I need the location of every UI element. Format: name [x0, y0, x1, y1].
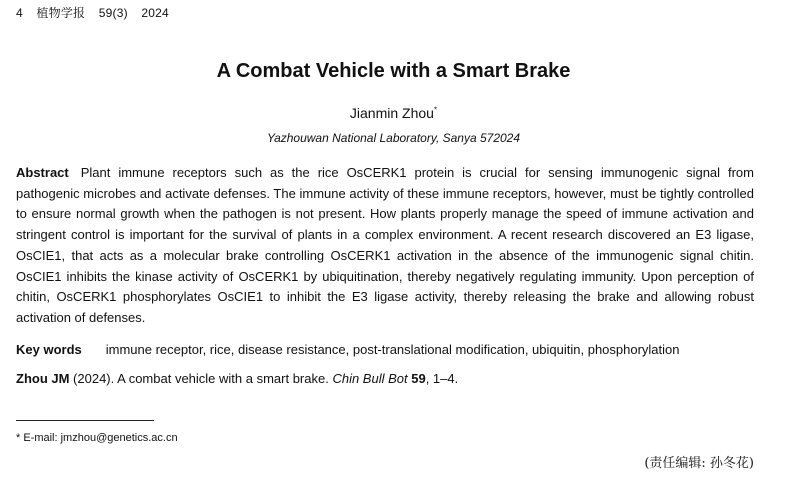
- citation-author: Zhou JM: [16, 371, 70, 386]
- abstract-text: Plant immune receptors such as the rice OsCERK1 protein is crucial for sensing immunogenic signal from pathogenic microbes and activate defenses. The immune activity of these immune receptors, however, must be tightly controlled to ensure normal growth when the pathogen is not present. How plants properly manage the speed of immune activation and stringent control is important for the survival of plants in a complex environment. A recent research discovered an E3 ligase, OsCIE1, that acts as a molecular brake controlling OsCERK1 activation in the absence of the immunogenic signal chitin. OsCIE1 inhibits the kinase activity of OsCERK1 by ubiquitination, thereby negatively regulating immunity. Upon perception of chitin, OsCERK1 phosphorylates OsCIE1 to inhibit the E3 ligase activity, thereby releasing the brake and allowing robust activation of defenses.: [16, 165, 754, 325]
- footnote-divider: [16, 420, 154, 421]
- abstract-label: Abstract: [16, 165, 69, 180]
- publication-year: 2024: [141, 6, 169, 20]
- responsible-editor: (责任编辑: 孙冬花): [644, 456, 754, 471]
- journal-name: 植物学报: [36, 6, 86, 20]
- keywords-text: immune receptor, rice, disease resistance, post-translational modification, ubiquitin, phosphorylation: [105, 342, 680, 357]
- citation-line: [16, 370, 754, 388]
- page-number: 4: [16, 6, 23, 20]
- keywords-line: [16, 341, 754, 359]
- citation-pages: , 1–4.: [425, 371, 459, 386]
- citation-journal: Chin Bull Bot: [332, 371, 408, 386]
- volume-issue: 59(3): [98, 6, 128, 20]
- keywords-label: Key words: [16, 342, 82, 357]
- affiliation: Yazhouwan National Laboratory, Sanya 572024: [266, 131, 521, 145]
- citation-year-title: (2024). A combat vehicle with a smart brake.: [69, 371, 333, 386]
- running-header: [16, 4, 179, 21]
- footnote-email: * E-mail: jmzhou@genetics.ac.cn: [16, 432, 178, 444]
- article-title: A Combat Vehicle with a Smart Brake: [216, 60, 571, 82]
- corresponding-mark: *: [433, 105, 438, 115]
- author-name: Jianmin Zhou: [349, 105, 434, 121]
- abstract-paragraph: [16, 163, 754, 329]
- author-line: [0, 105, 787, 121]
- citation-volume: 59: [411, 371, 426, 386]
